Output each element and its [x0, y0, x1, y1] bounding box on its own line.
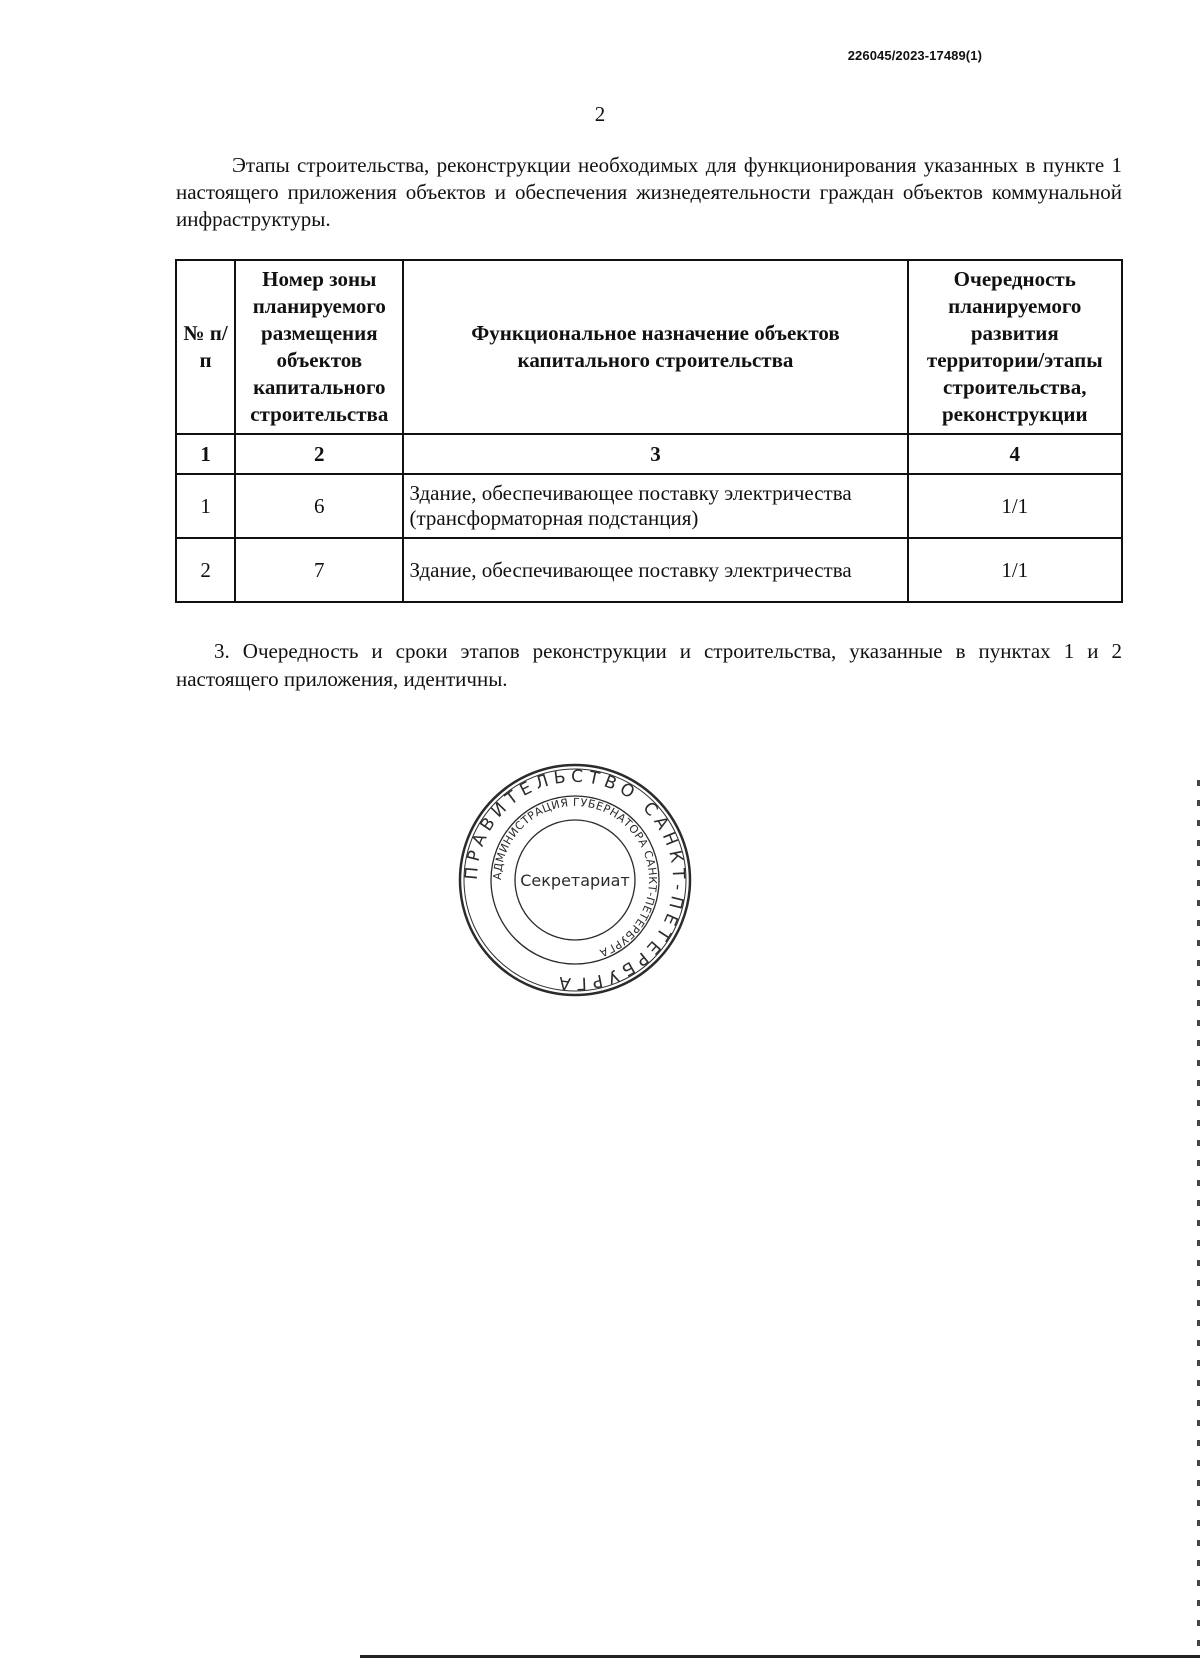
header-stage: Очередность планируемого развития территории/этапы строительства, реконструкции: [908, 260, 1122, 434]
stages-table: [175, 259, 1123, 603]
header-number: № п/п: [176, 260, 235, 434]
column-number: 3: [403, 434, 907, 474]
column-number: 1: [176, 434, 235, 474]
cell-zone: 6: [235, 474, 403, 538]
cell-zone: 7: [235, 538, 403, 602]
cell-stage: 1/1: [908, 538, 1122, 602]
intro-paragraph: Этапы строительства, реконструкции необходимых для функционирования указанных в пункте 1 настоящего приложения объектов и обеспечения жизнедеятельности граждан объектов коммунальной инфраструктуры.: [176, 153, 1122, 231]
column-number-row: [176, 434, 1122, 474]
seal-inner-text: АДМИНИСТРАЦИЯ ГУБЕРНАТОРА САНКТ-ПЕТЕРБУРГА: [490, 795, 660, 960]
seal-center-text: Секретариат: [520, 871, 630, 890]
seal-outer-text: ПРАВИТЕЛЬСТВО САНКТ-ПЕТЕРБУРГА: [461, 766, 689, 994]
table-header-row: [176, 260, 1122, 434]
header-purpose: Функциональное назначение объектов капитального строительства: [403, 260, 907, 434]
cell-purpose: Здание, обеспечивающее поставку электричества: [403, 538, 907, 602]
cell-number: 2: [176, 538, 235, 602]
seal-graphic: [457, 762, 693, 998]
cell-purpose: Здание, обеспечивающее поставку электричества (трансформаторная подстанция): [403, 474, 907, 538]
table-row: [176, 538, 1122, 602]
column-number: 2: [235, 434, 403, 474]
cell-stage: 1/1: [908, 474, 1122, 538]
header-zone: Номер зоны планируемого размещения объектов капитального строительства: [235, 260, 403, 434]
cell-number: 1: [176, 474, 235, 538]
column-number: 4: [908, 434, 1122, 474]
secretariat-seal: [457, 762, 693, 998]
document-id: 226045/2023-17489(1): [847, 48, 982, 63]
page-number: 2: [594, 102, 606, 126]
table-row: [176, 474, 1122, 538]
conclusion-paragraph: 3. Очередность и сроки этапов реконструкции и строительства, указанные в пунктах 1 и 2 настоящего приложения, идентичны.: [176, 639, 1122, 691]
